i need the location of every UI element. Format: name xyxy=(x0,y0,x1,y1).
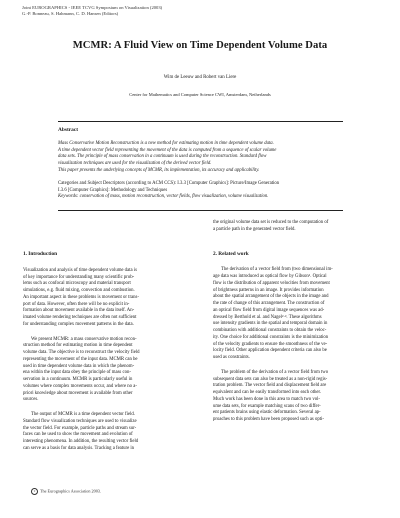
text-line: An important aspect in these problems is movement or trans- xyxy=(23,294,139,300)
text-line: use intensity gradients in the spatial and temporal domain in xyxy=(213,321,328,327)
text-line: subsequent data sets can also be treated as a non-rigid regis- xyxy=(213,376,328,382)
text-line: used as constraints. xyxy=(213,355,250,360)
abstract-bottom-rule xyxy=(58,210,343,211)
affiliation: Center for Mathematics and Computer Science CWI, Amsterdam, Netherlands xyxy=(129,92,271,97)
abstract-line: Mass Conservative Motion Reconstruction is a new method for estimating motion in time dependent volume data. xyxy=(58,141,274,146)
text-line: lems such as confocal microscopy and material transport xyxy=(23,281,131,287)
text-line: used in time dependent volume data in which the phenom- xyxy=(23,363,135,369)
section-heading-introduction: 1. Introduction xyxy=(23,251,58,257)
text-line: about the spatial arrangement of the objects in the image and xyxy=(213,294,329,300)
text-line: volumes where complex movements occur, and where no a- xyxy=(23,383,137,389)
text-line: combination with additional constraints to obtain the veloc- xyxy=(213,328,327,333)
text-line: servation in a continuum. MCMR is particularly useful in xyxy=(23,377,133,382)
text-line: Standard flow visualization techniques are used to visualize xyxy=(23,418,137,424)
text-line: the vector field. For example, particle paths and stream sur- xyxy=(23,425,137,431)
text-line: faces can be used to show the movement and evolution of xyxy=(23,432,133,438)
abstract-line: This paper presents the underlying concepts of MCMR, its implementation, its accuracy and applicability. xyxy=(58,167,260,173)
text-line: the rate of change of this arrangement. The construction of xyxy=(213,301,325,306)
text-line: volume data. The objective is to reconstruct the velocity field xyxy=(23,350,140,355)
header-line-1: Joint EUROGRAPHICS - IEEE TCVG Symposium on Visualization (2003) xyxy=(22,5,163,10)
text-line: dressed by Berthold et al. and Nagel²·³. These algorithms xyxy=(213,314,322,320)
text-line: imated volume rendering techniques are often not sufficient xyxy=(23,315,137,320)
copyright-icon: c xyxy=(31,488,38,495)
text-line: Much work has been done in this area to match two vol- xyxy=(213,396,320,402)
text-line: of key importance for understanding many scientific prob- xyxy=(23,274,135,280)
text-line: priori knowledge about movement is available from other xyxy=(23,390,133,396)
abstract-heading: Abstract xyxy=(58,127,79,133)
copyright-footer xyxy=(31,488,101,495)
right-column xyxy=(213,220,373,424)
text-line: proaches to this problem have been proposed such as opti- xyxy=(213,417,324,422)
copyright-text: The Eurographics Association 2003. xyxy=(40,488,101,494)
text-line: ent patients brains using elastic deformation. Several ap- xyxy=(213,410,321,416)
paper-title: MCMR: A Fluid View on Time Dependent Volume Data xyxy=(72,40,328,51)
text-line: tration problem. The vector field and displacement field are xyxy=(213,383,327,389)
text-line: interesting phenomena. In addition, the resulting vector field xyxy=(23,439,139,444)
categories-line: Categories and Subject Descriptors (according to ACM CCS): I.3.3 [Computer Graphics]: Picture/Image Generation xyxy=(58,181,280,186)
text-line: the original volume data set is reduced to the computation of xyxy=(213,220,329,225)
header-line-2: G.-P. Bonneau, S. Hahmann, C. D. Hansen (Editors) xyxy=(22,11,119,16)
left-column xyxy=(23,251,183,453)
section-heading-related-work: 2. Related work xyxy=(213,250,249,257)
text-line: flow is the distribution of apparent velocities from movement xyxy=(213,280,330,286)
keywords-text: conservation of mass, motion reconstruction, vector fields, flow visualization, volume visualization. xyxy=(79,194,269,200)
text-line: an optical flow field from digital image sequences was ad- xyxy=(213,307,325,313)
text-line: We present MCMR: a mass conservative motion recon- xyxy=(31,336,137,342)
abstract-top-rule xyxy=(58,121,343,122)
text-line: for understanding complex movement patterns in the data. xyxy=(23,321,134,327)
abstract-body xyxy=(58,141,343,175)
keywords-label: Keywords: xyxy=(58,194,79,200)
conference-header xyxy=(22,5,162,17)
text-line: ity. One choice for additional constraints is the minimization xyxy=(213,334,329,340)
text-line: ume data sets, for example matching scans of two differ- xyxy=(213,403,321,409)
keywords-line xyxy=(58,194,343,201)
categories xyxy=(58,181,343,201)
abstract-line: visualization techniques are used for the visualization of the derived vector field. xyxy=(58,161,212,167)
text-line: locity field. Other application dependent criteria can also be xyxy=(213,348,327,354)
categories-line: I.3.6 [Computer Graphics]: Methodology and Techniques xyxy=(58,187,168,193)
text-line: simulations, e.g. fluid mixing, convection and combustion. xyxy=(23,288,135,293)
authors: Wim de Leeuw and Robert van Liere xyxy=(163,75,237,80)
text-line: of brightness patterns in an image. It provides information xyxy=(213,287,324,293)
text-line: Visualization and analysis of time dependent volume data is xyxy=(23,267,137,273)
text-line: ena within the input data obey the principle of mass con- xyxy=(23,370,131,376)
text-line: representing the movement of the input data. MCMR can be xyxy=(23,356,138,362)
abstract-line: A time dependent vector field representing the movement of the data is computed from a sequence of scalar volume xyxy=(58,147,277,153)
text-line: sources. xyxy=(23,397,39,403)
text-line: equivalent and can be easily transformed into each other. xyxy=(213,390,322,395)
text-line: formation about movement available in the data itself. An- xyxy=(23,308,135,314)
text-line: The problem of the derivation of a vector field from two xyxy=(221,369,329,375)
text-line: of the velocity gradients to ensure the smoothness of the ve- xyxy=(213,341,328,347)
text-line: The derivation of a vector field from (two dimensional im- xyxy=(221,267,333,273)
text-line: a particle path in the generated vector field. xyxy=(213,226,296,232)
text-line: The output of MCMR is a time dependent vector field. xyxy=(31,412,135,417)
abstract-line: data sets. The principle of mass conservation in a continuum is used during the reconstruction. Standard flow xyxy=(58,154,267,160)
text-line: can serve as a basis for data analysis. Tracking a feature in xyxy=(23,445,135,451)
text-line: age data was introduced as optical flow by Gibson¹. Optical xyxy=(213,274,327,279)
text-line: struction method for estimating motion in time dependent xyxy=(23,343,133,349)
text-line: port of data. However, often there will be no explicit in- xyxy=(23,301,130,307)
